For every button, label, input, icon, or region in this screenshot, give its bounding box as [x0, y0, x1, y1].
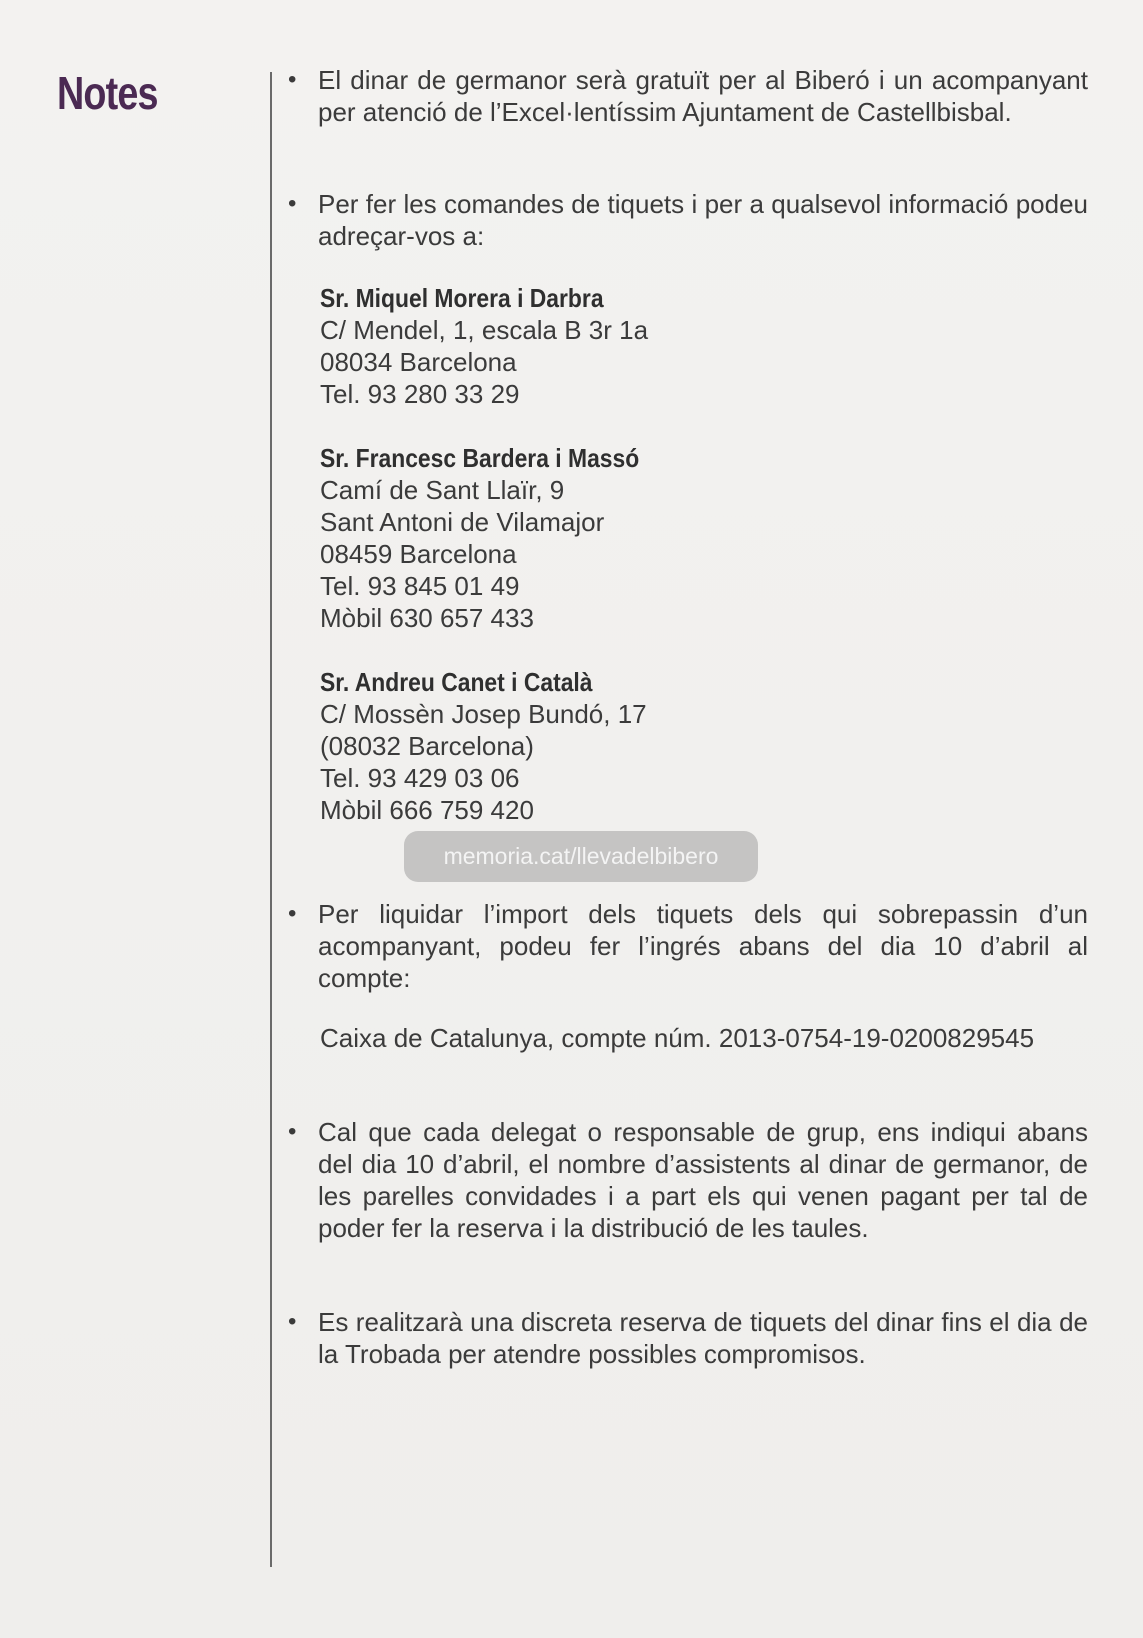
contact-line: 08034 Barcelona: [320, 347, 517, 377]
note-item: [288, 898, 1088, 994]
watermark-link[interactable]: memoria.cat/llevadelbibero: [404, 831, 758, 882]
contact-line: Sant Antoni de Vilamajor: [320, 507, 605, 537]
bullet-icon: •: [288, 1308, 297, 1335]
contact-line: Tel. 93 280 33 29: [320, 379, 520, 409]
note-item: [288, 1116, 1088, 1244]
note-text: El dinar de germanor serà gratuït per al Biberó i un acompanyant per atenció de l’Excel·lentíssim Ajuntament de Castellbisbal.: [318, 65, 1088, 127]
contact-line: C/ Mossèn Josep Bundó, 17: [320, 699, 647, 729]
contact-card: [320, 442, 1088, 634]
contact-line: Mòbil 666 759 420: [320, 795, 534, 825]
bullet-icon: •: [288, 900, 297, 927]
contact-line: (08032 Barcelona): [320, 731, 534, 761]
notes-content: [288, 64, 1088, 1370]
bank-account: Caixa de Catalunya, compte núm. 2013-0754-19-0200829545: [320, 1023, 1035, 1053]
note-text: Es realitzarà una discreta reserva de tiquets del dinar fins el dia de la Trobada per atendre possibles compromisos.: [318, 1307, 1088, 1369]
contact-line: Tel. 93 845 01 49: [320, 571, 520, 601]
contact-line: Mòbil 630 657 433: [320, 603, 534, 633]
note-item: [288, 64, 1088, 128]
contact-line: 08459 Barcelona: [320, 539, 517, 569]
contact-card: [320, 666, 1088, 826]
bullet-icon: •: [288, 1118, 297, 1145]
contact-name: Sr. Francesc Bardera i Massó: [320, 443, 640, 473]
note-text: Per liquidar l’import dels tiquets dels qui sobrepassin d’un acompanyant, podeu fer l’ingrés abans del dia 10 d’abril al compte:: [318, 899, 1088, 993]
bullet-icon: •: [288, 66, 297, 93]
contact-list: [288, 282, 1088, 826]
contact-line: Camí de Sant Llaïr, 9: [320, 475, 565, 505]
page-title: Notes: [57, 67, 158, 119]
contact-name: Sr. Andreu Canet i Català: [320, 667, 593, 697]
note-item: [288, 1306, 1088, 1370]
vertical-divider: [270, 72, 272, 1567]
contact-name: Sr. Miquel Morera i Darbra: [320, 283, 604, 313]
note-text: Cal que cada delegat o responsable de grup, ens indiqui abans del dia 10 d’abril, el nombre d’assistents al dinar de germanor, de les parelles convidades i a part els qui venen pagant per tal de poder fer la reserva i la distribució de les taules.: [318, 1117, 1088, 1243]
note-text: Per fer les comandes de tiquets i per a qualsevol informació podeu adreçar-vos a:: [318, 189, 1088, 251]
bullet-icon: •: [288, 190, 297, 217]
note-item: [288, 188, 1088, 252]
contact-card: [320, 282, 1088, 410]
contact-line: C/ Mendel, 1, escala B 3r 1a: [320, 315, 649, 345]
contact-line: Tel. 93 429 03 06: [320, 763, 520, 793]
